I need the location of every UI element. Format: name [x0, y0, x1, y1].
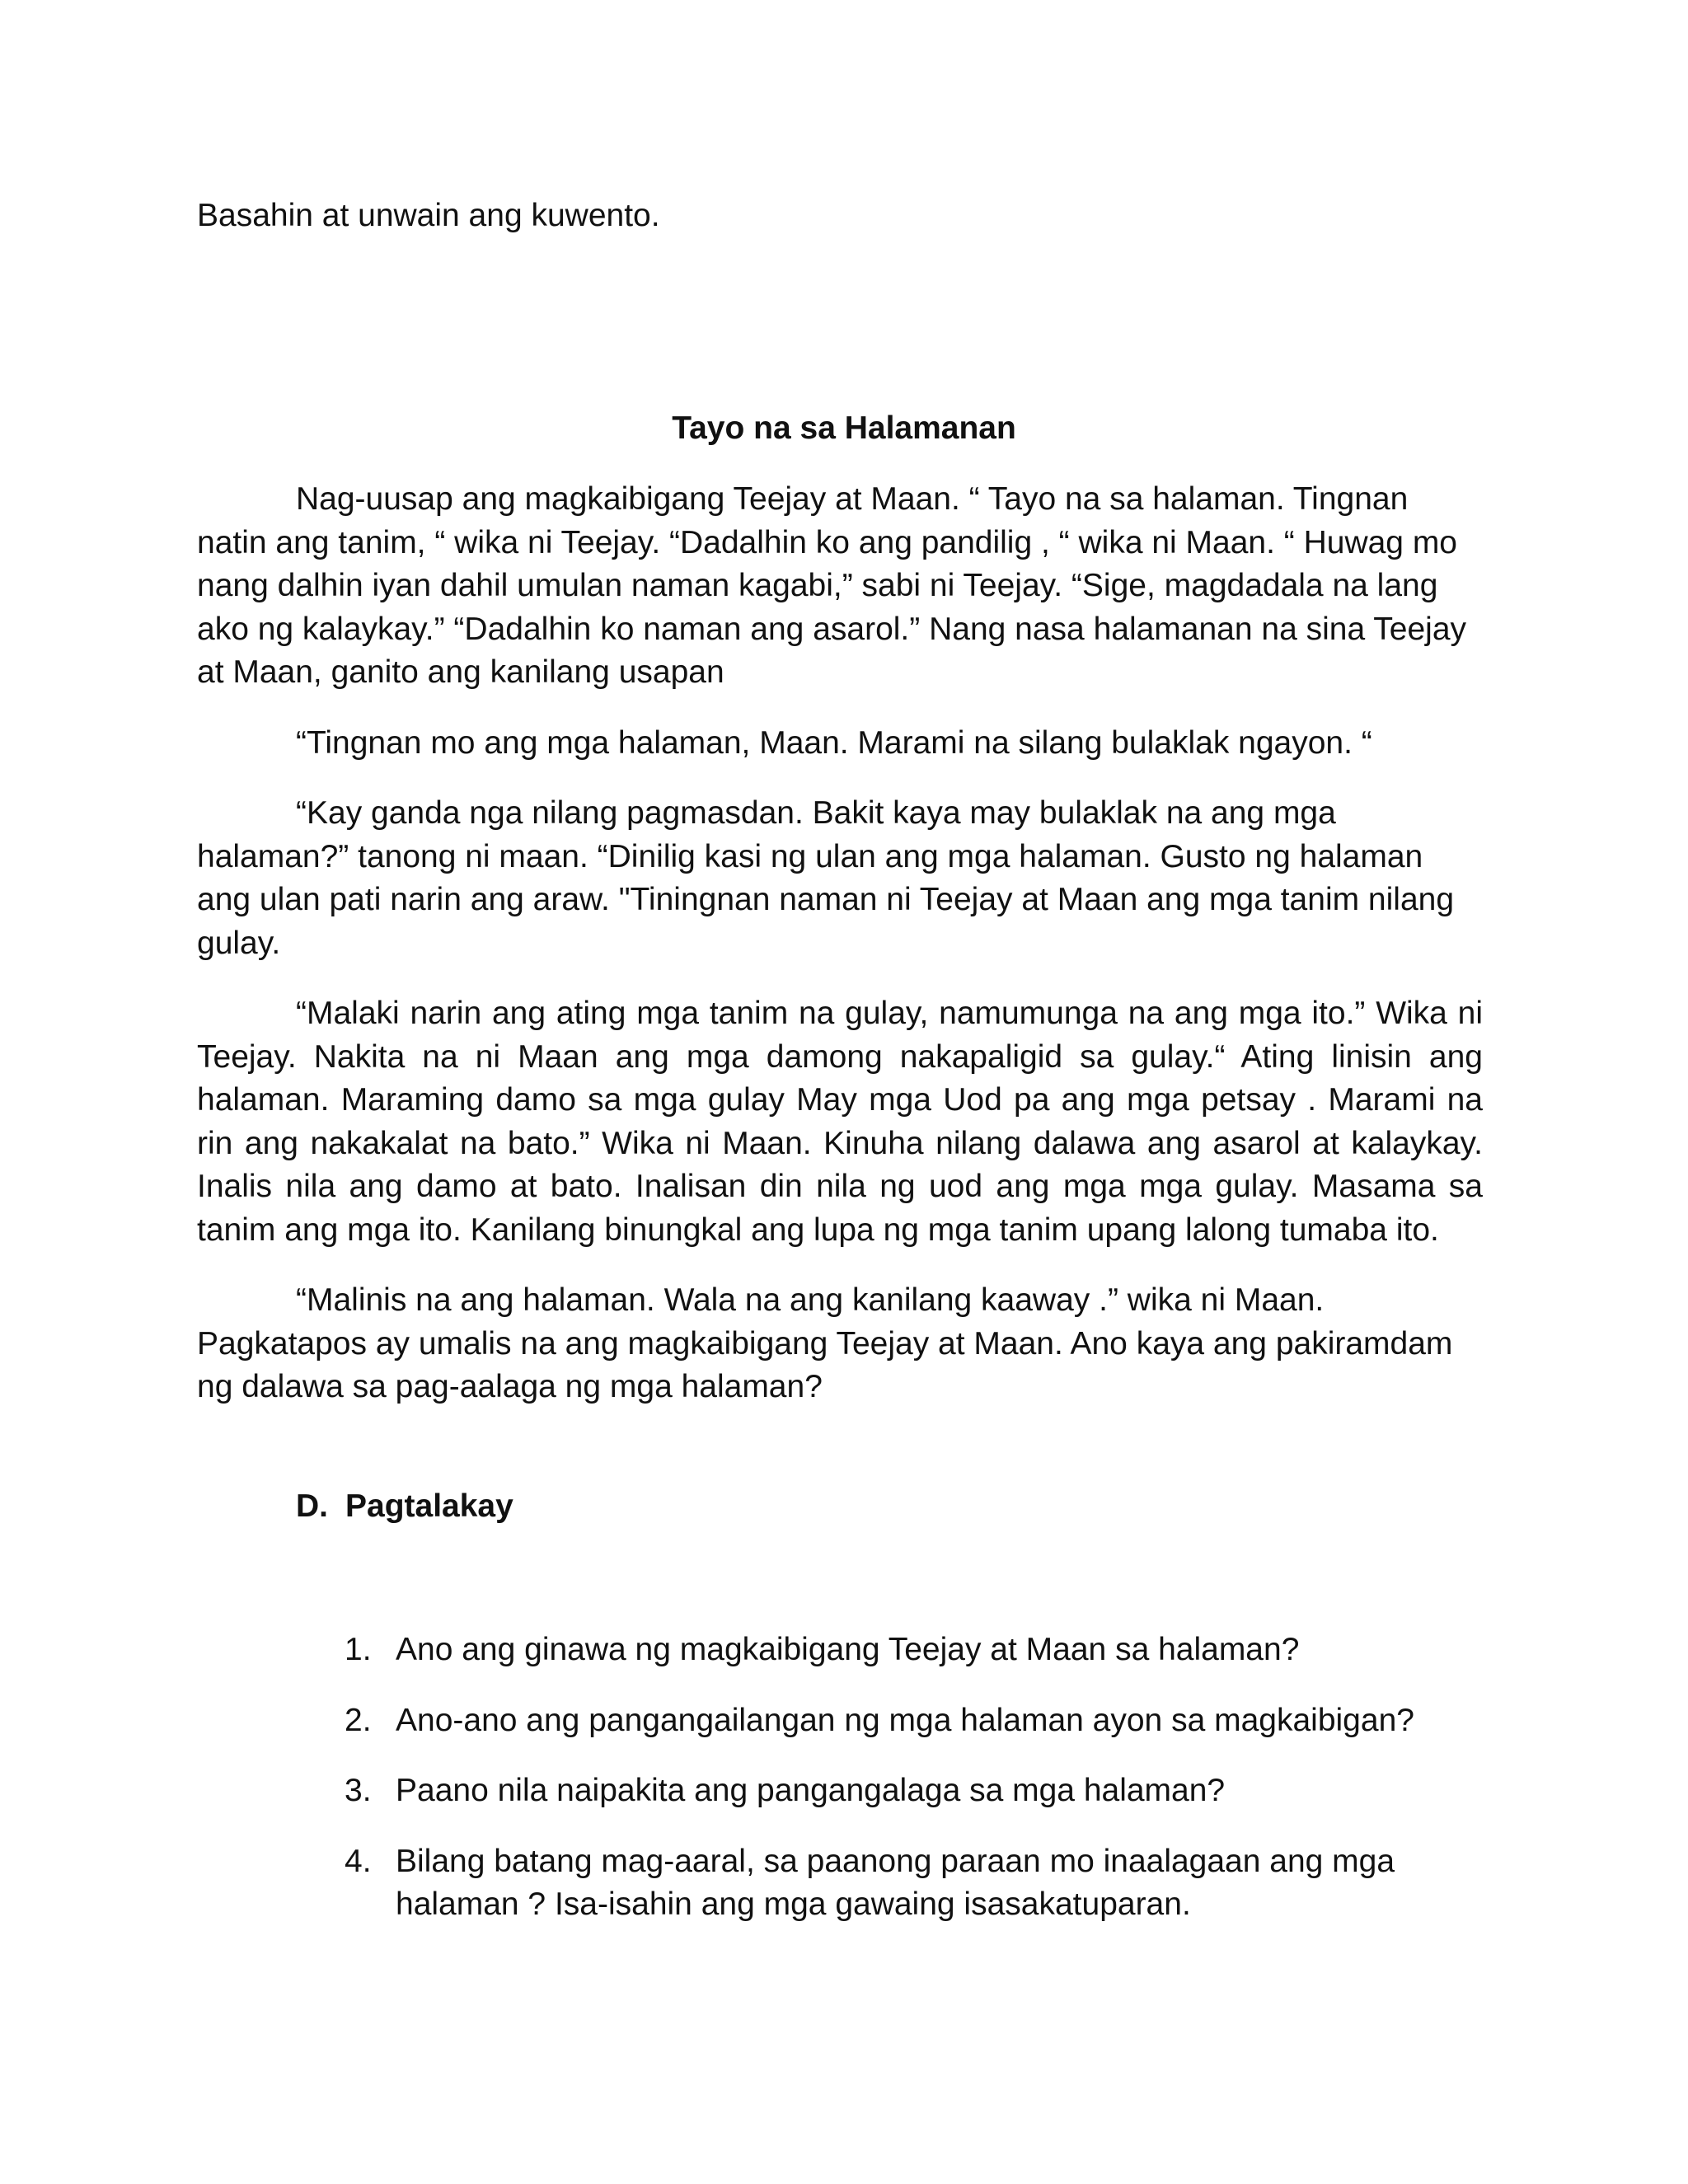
question-item — [0, 1699, 1434, 1743]
question-item — [0, 1629, 1434, 1672]
section-title: Pagtalakay — [345, 1488, 513, 1524]
question-item — [0, 1840, 1434, 1927]
section-heading — [296, 1485, 513, 1528]
story-title: Tayo na sa Halamanan — [672, 410, 1016, 446]
question-number: 3. — [345, 1773, 372, 1808]
question-text: Bilang batang mag-aaral, sa paanong paraan mo inaalagaan ang mga halaman ? Isa-isahin ang mga gawaing isasakatuparan. — [396, 1843, 1395, 1922]
question-text: Ano ang ginawa ng magkaibigang Teejay at Maan sa halaman? — [396, 1632, 1300, 1667]
question-number: 2. — [345, 1702, 372, 1738]
question-number: 1. — [345, 1632, 372, 1667]
story-paragraph: “Tingnan mo ang mga halaman, Maan. Marami na silang bulaklak ngayon. “ — [296, 724, 1372, 761]
story-paragraph: “Malaki narin ang ating mga tanim na gulay, namumunga na ang mga ito.” Wika ni Teejay. Nakita na ni Maan ang mga damong nakapaligid sa gulay.“ Ating linisin ang halaman. Maraming damo sa mga gulay May mga Uod pa ang mga petsay . Marami na rin ang nakakalat na bato.” Wika ni Maan. Kinuha nilang dalawa ang asarol at kalaykay. Inalis nila ang damo at bato. Inalisan din nila ng uod ang mga mga gulay. Masama sa tanim ang mga ito. Kanilang binungkal ang lupa ng mga tanim upang lalong tumaba ito. — [197, 996, 1483, 1248]
instruction-text: Basahin at unwain ang kuwento. — [197, 198, 660, 233]
question-list — [0, 1629, 1688, 1954]
story-paragraph: “Kay ganda nga nilang pagmasdan. Bakit kaya may bulaklak na ang mga halaman?” tanong ni maan. “Dinilig kasi ng ulan ang mga halaman. Gusto ng halaman ang ulan pati narin ang araw. "Tiningnan naman ni Teejay at Maan ang mga tanim nilang gulay. — [197, 795, 1455, 961]
story-paragraph: Nag-uusap ang magkaibigang Teejay at Maan. “ Tayo na sa halaman. Tingnan natin ang tanim, “ wika ni Teejay. “Dadalhin ko ang pandilig , “ wika ni Maan. “ Huwag mo nang dalhin iyan dahil umulan naman kagabi,” sabi ni Teejay. “Sige, magdadala na lang ako ng kalaykay.” “Dadalhin ko naman ang asarol.” Nang nasa halamanan na sina Teejay at Maan, ganito ang kanilang usapan — [197, 481, 1467, 690]
story-body — [197, 478, 1483, 1436]
question-number: 4. — [345, 1843, 372, 1879]
section-letter: D. — [296, 1488, 328, 1524]
question-item — [0, 1769, 1434, 1813]
story-paragraph: “Malinis na ang halaman. Wala na ang kanilang kaaway .” wika ni Maan. Pagkatapos ay umalis na ang magkaibigang Teejay at Maan. Ano kaya ang pakiramdam ng dalawa sa pag-aalaga ng mga halaman? — [197, 1282, 1453, 1404]
question-text: Paano nila naipakita ang pangangalaga sa mga halaman? — [396, 1773, 1226, 1808]
question-text: Ano-ano ang pangangailangan ng mga halaman ayon sa magkaibigan? — [396, 1702, 1414, 1738]
